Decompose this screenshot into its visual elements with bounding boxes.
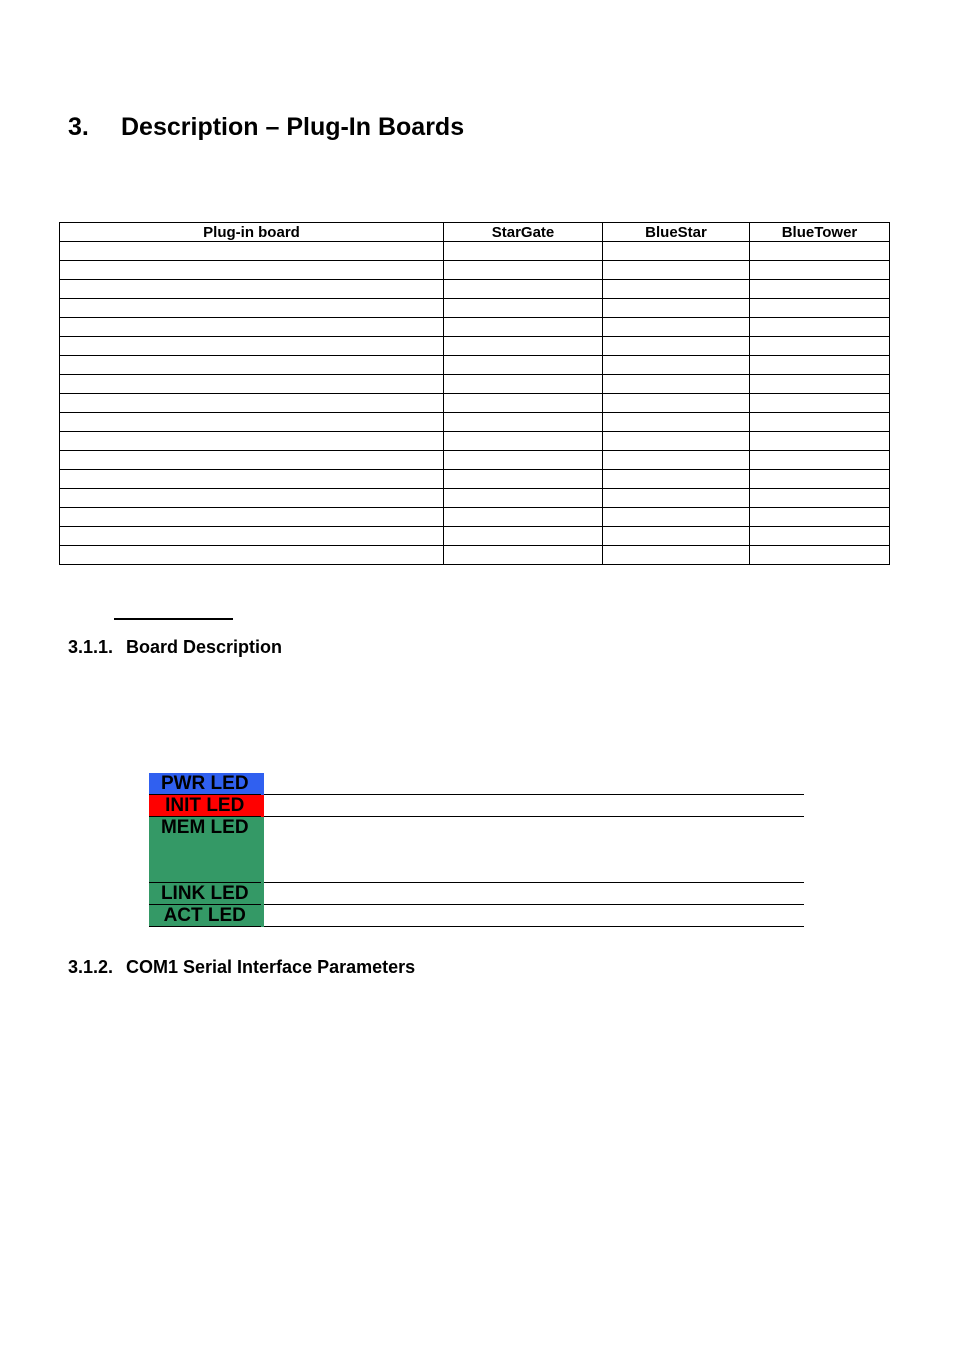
led-description [262,773,804,795]
table-cell [60,413,444,432]
table-cell [60,489,444,508]
table-cell [444,451,603,470]
table-cell [444,394,603,413]
table-cell [750,356,890,375]
table-cell [444,299,603,318]
table-cell [603,432,750,451]
table-cell [444,375,603,394]
table-row [60,280,890,299]
led-description [262,883,804,905]
page-title [68,113,464,142]
table-cell [750,261,890,280]
table-cell [603,508,750,527]
led-description [262,817,804,883]
table-cell [603,489,750,508]
table-cell [444,318,603,337]
subsection-title: Board Description [126,637,283,657]
led-row [149,883,804,905]
table-cell [750,337,890,356]
table-cell [60,470,444,489]
table-cell [603,451,750,470]
table-cell [60,318,444,337]
led-description [262,795,804,817]
table-row [60,527,890,546]
table-row [60,242,890,261]
table-cell [750,375,890,394]
header-stargate: StarGate [444,223,603,242]
table-cell [60,299,444,318]
table-cell [750,242,890,261]
table-row [60,546,890,565]
table-cell [444,432,603,451]
table-row [60,394,890,413]
subsection-number: 3.1.1. [68,637,114,657]
table-cell [60,356,444,375]
table-cell [60,375,444,394]
table-cell [750,470,890,489]
table-cell [750,299,890,318]
table-cell [444,489,603,508]
table-cell [60,451,444,470]
plug-in-board-table [59,222,890,565]
table-row [60,318,890,337]
table-cell [60,261,444,280]
table-cell [603,413,750,432]
table-cell [444,527,603,546]
table-cell [750,318,890,337]
subsection-number: 3.1.2. [68,957,114,977]
table-row [60,356,890,375]
table-row [60,375,890,394]
table-cell [60,432,444,451]
table-cell [60,337,444,356]
led-row [149,773,804,795]
table-cell [603,546,750,565]
table-row [60,508,890,527]
table-cell [444,280,603,299]
table-cell [444,413,603,432]
table-body [60,242,890,565]
table-cell [750,432,890,451]
short-rule-divider [114,618,233,620]
table-cell [603,261,750,280]
table-cell [750,546,890,565]
table-cell [603,318,750,337]
table-row [60,489,890,508]
subsection-heading-com1-serial [68,957,415,978]
table-cell [603,280,750,299]
table-cell [603,356,750,375]
section-number: 3. [68,113,89,141]
led-row [149,817,804,883]
led-row [149,905,804,927]
table-cell [750,489,890,508]
led-label: PWR LED [149,773,262,795]
table-cell [60,280,444,299]
table-cell [60,546,444,565]
table-cell [444,242,603,261]
table-cell [750,508,890,527]
table-row [60,432,890,451]
table-row [60,261,890,280]
table-cell [603,470,750,489]
subsection-title: COM1 Serial Interface Parameters [126,957,416,977]
section-title: Description – Plug-In Boards [121,113,465,141]
header-bluetower: BlueTower [750,223,890,242]
table-cell [750,413,890,432]
led-label: MEM LED [149,817,262,883]
table-cell [750,527,890,546]
header-bluestar: BlueStar [603,223,750,242]
table-cell [60,508,444,527]
table-cell [444,337,603,356]
led-description [262,905,804,927]
table-cell [603,394,750,413]
table-cell [444,508,603,527]
table-cell [603,242,750,261]
table-row [60,451,890,470]
table-cell [60,242,444,261]
table-row [60,337,890,356]
table-cell [444,261,603,280]
led-label: ACT LED [149,905,262,927]
led-row [149,795,804,817]
header-plug-in-board: Plug-in board [60,223,444,242]
table-cell [444,470,603,489]
table-cell [444,356,603,375]
table-cell [60,527,444,546]
table-header-row [60,223,890,242]
subsection-heading-board-description [68,637,282,658]
table-row [60,470,890,489]
led-table-body [149,773,804,927]
table-cell [603,527,750,546]
table-cell [750,451,890,470]
table-cell [750,280,890,299]
table-cell [444,546,603,565]
table-cell [603,337,750,356]
led-label: LINK LED [149,883,262,905]
table-cell [603,375,750,394]
table-row [60,413,890,432]
led-table [149,773,804,927]
led-label: INIT LED [149,795,262,817]
table-cell [603,299,750,318]
table-row [60,299,890,318]
table-cell [60,394,444,413]
table-cell [750,394,890,413]
